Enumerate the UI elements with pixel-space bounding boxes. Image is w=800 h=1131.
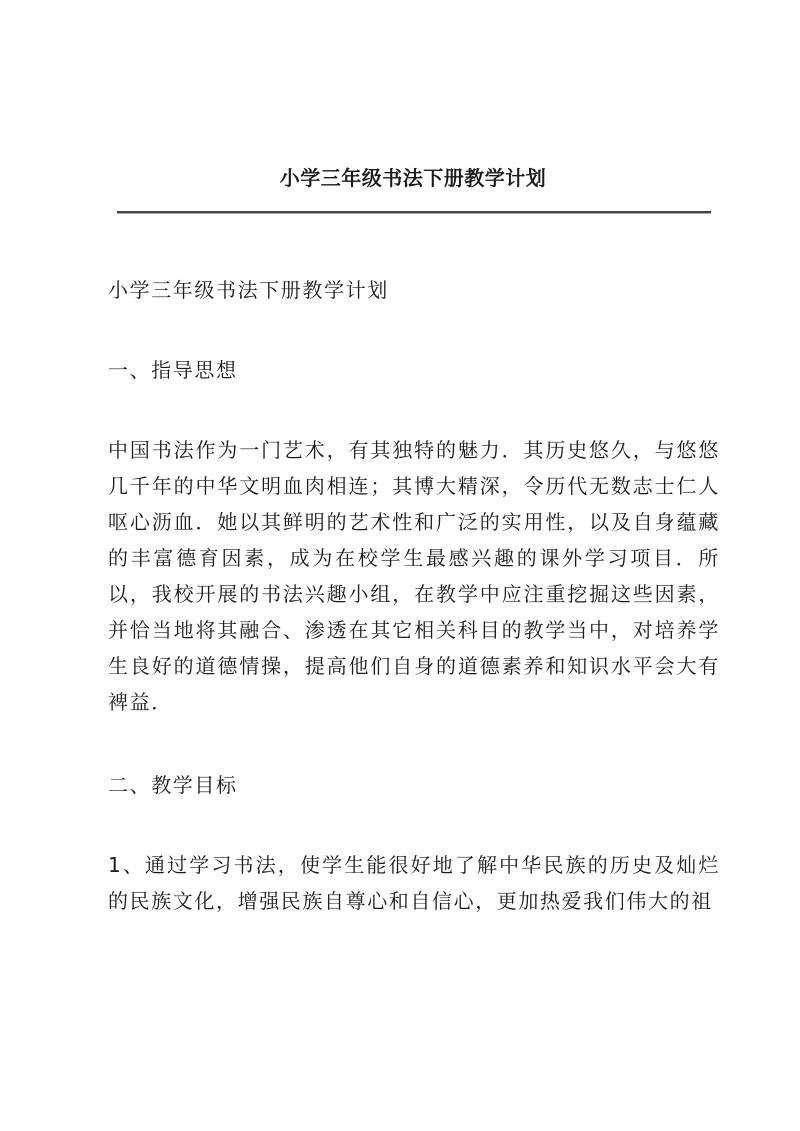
document-body <box>108 272 720 919</box>
header-divider <box>117 211 711 214</box>
spacer <box>108 803 720 847</box>
section2-item1: 1、通过学习书法，使学生能很好地了解中华民族的历史及灿烂的民族文化，增强民族自尊心和自信心，更加热爱我们伟大的祖 <box>108 853 720 913</box>
spacer <box>108 720 720 767</box>
body-title: 小学三年级书法下册教学计划 <box>108 278 389 302</box>
spacer <box>108 308 720 352</box>
section1-paragraph: 中国书法作为一门艺术，有其独特的魅力．其历史悠久，与悠悠几千年的中华文明血肉相连；其博大精深，令历代无数志士仁人呕心沥血．她以其鲜明的艺术性和广泛的实用性，以及自身蕴藏的丰富德育因素，成为在校学生最感兴趣的课外学习项目．所以，我校开展的书法兴趣小组，在教学中应注重挖掘这些因素，并恰当地将其融合、渗透在其它相关科目的教学当中，对培养学生良好的道德情操，提高他们自身的道德素养和知识水平会大有裨益． <box>108 438 720 714</box>
section1-heading: 一、指导思想 <box>108 358 238 382</box>
section2-heading: 二、教学目标 <box>108 773 238 797</box>
header-title: 小学三年级书法下册教学计划 <box>279 166 547 190</box>
spacer <box>108 388 720 432</box>
